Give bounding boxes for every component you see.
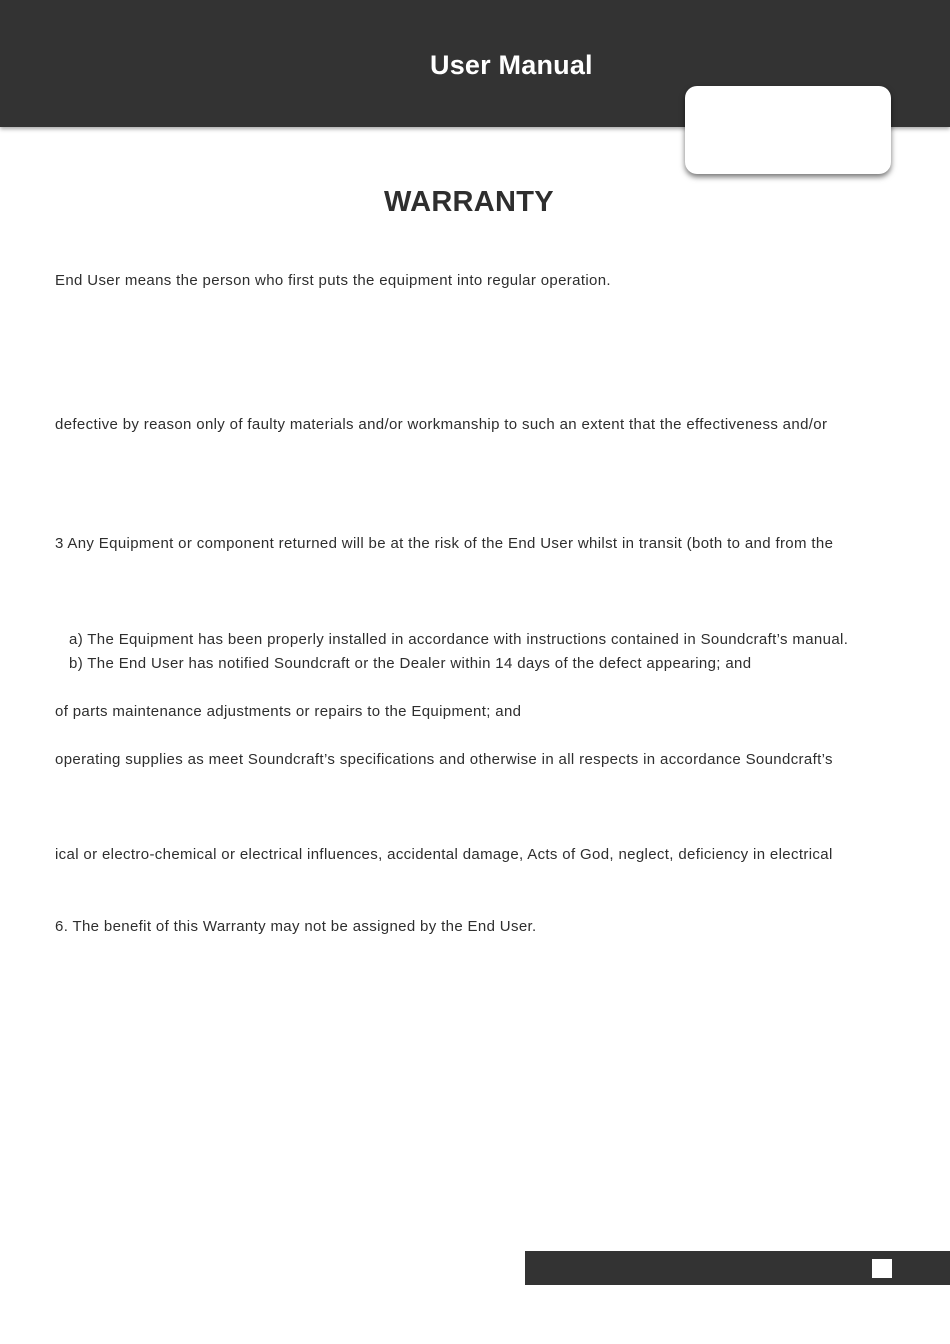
- body-line-end-user: End User means the person who first puts the equipment into regular operation.: [55, 272, 611, 289]
- section-title: WARRANTY: [384, 186, 554, 218]
- body-line-operating-supplies: operating supplies as meet Soundcraft’s specifications and otherwise in all respects in accordance Soundcraft’s: [55, 751, 833, 768]
- page-header-title: User Manual: [430, 50, 593, 80]
- body-line-defective: defective by reason only of faulty materials and/or workmanship to such an extent that the effectiveness and/or: [55, 416, 828, 433]
- body-line-condition-a: a) The Equipment has been properly installed in accordance with instructions contained in Soundcraft’s manual.: [69, 631, 849, 648]
- body-line-maintenance: of parts maintenance adjustments or repairs to the Equipment; and: [55, 703, 522, 720]
- body-line-influences: ical or electro-chemical or electrical influences, accidental damage, Acts of God, neglect, deficiency in electrical: [55, 846, 833, 863]
- body-line-condition-b: b) The End User has notified Soundcraft or the Dealer within 14 days of the defect appearing; and: [69, 655, 752, 672]
- page-number-box: [872, 1259, 892, 1278]
- body-line-returned-equipment: 3 Any Equipment or component returned will be at the risk of the End User whilst in transit (both to and from the: [55, 535, 834, 552]
- header-tab: [685, 86, 891, 174]
- body-line-assignment: 6. The benefit of this Warranty may not be assigned by the End User.: [55, 918, 537, 935]
